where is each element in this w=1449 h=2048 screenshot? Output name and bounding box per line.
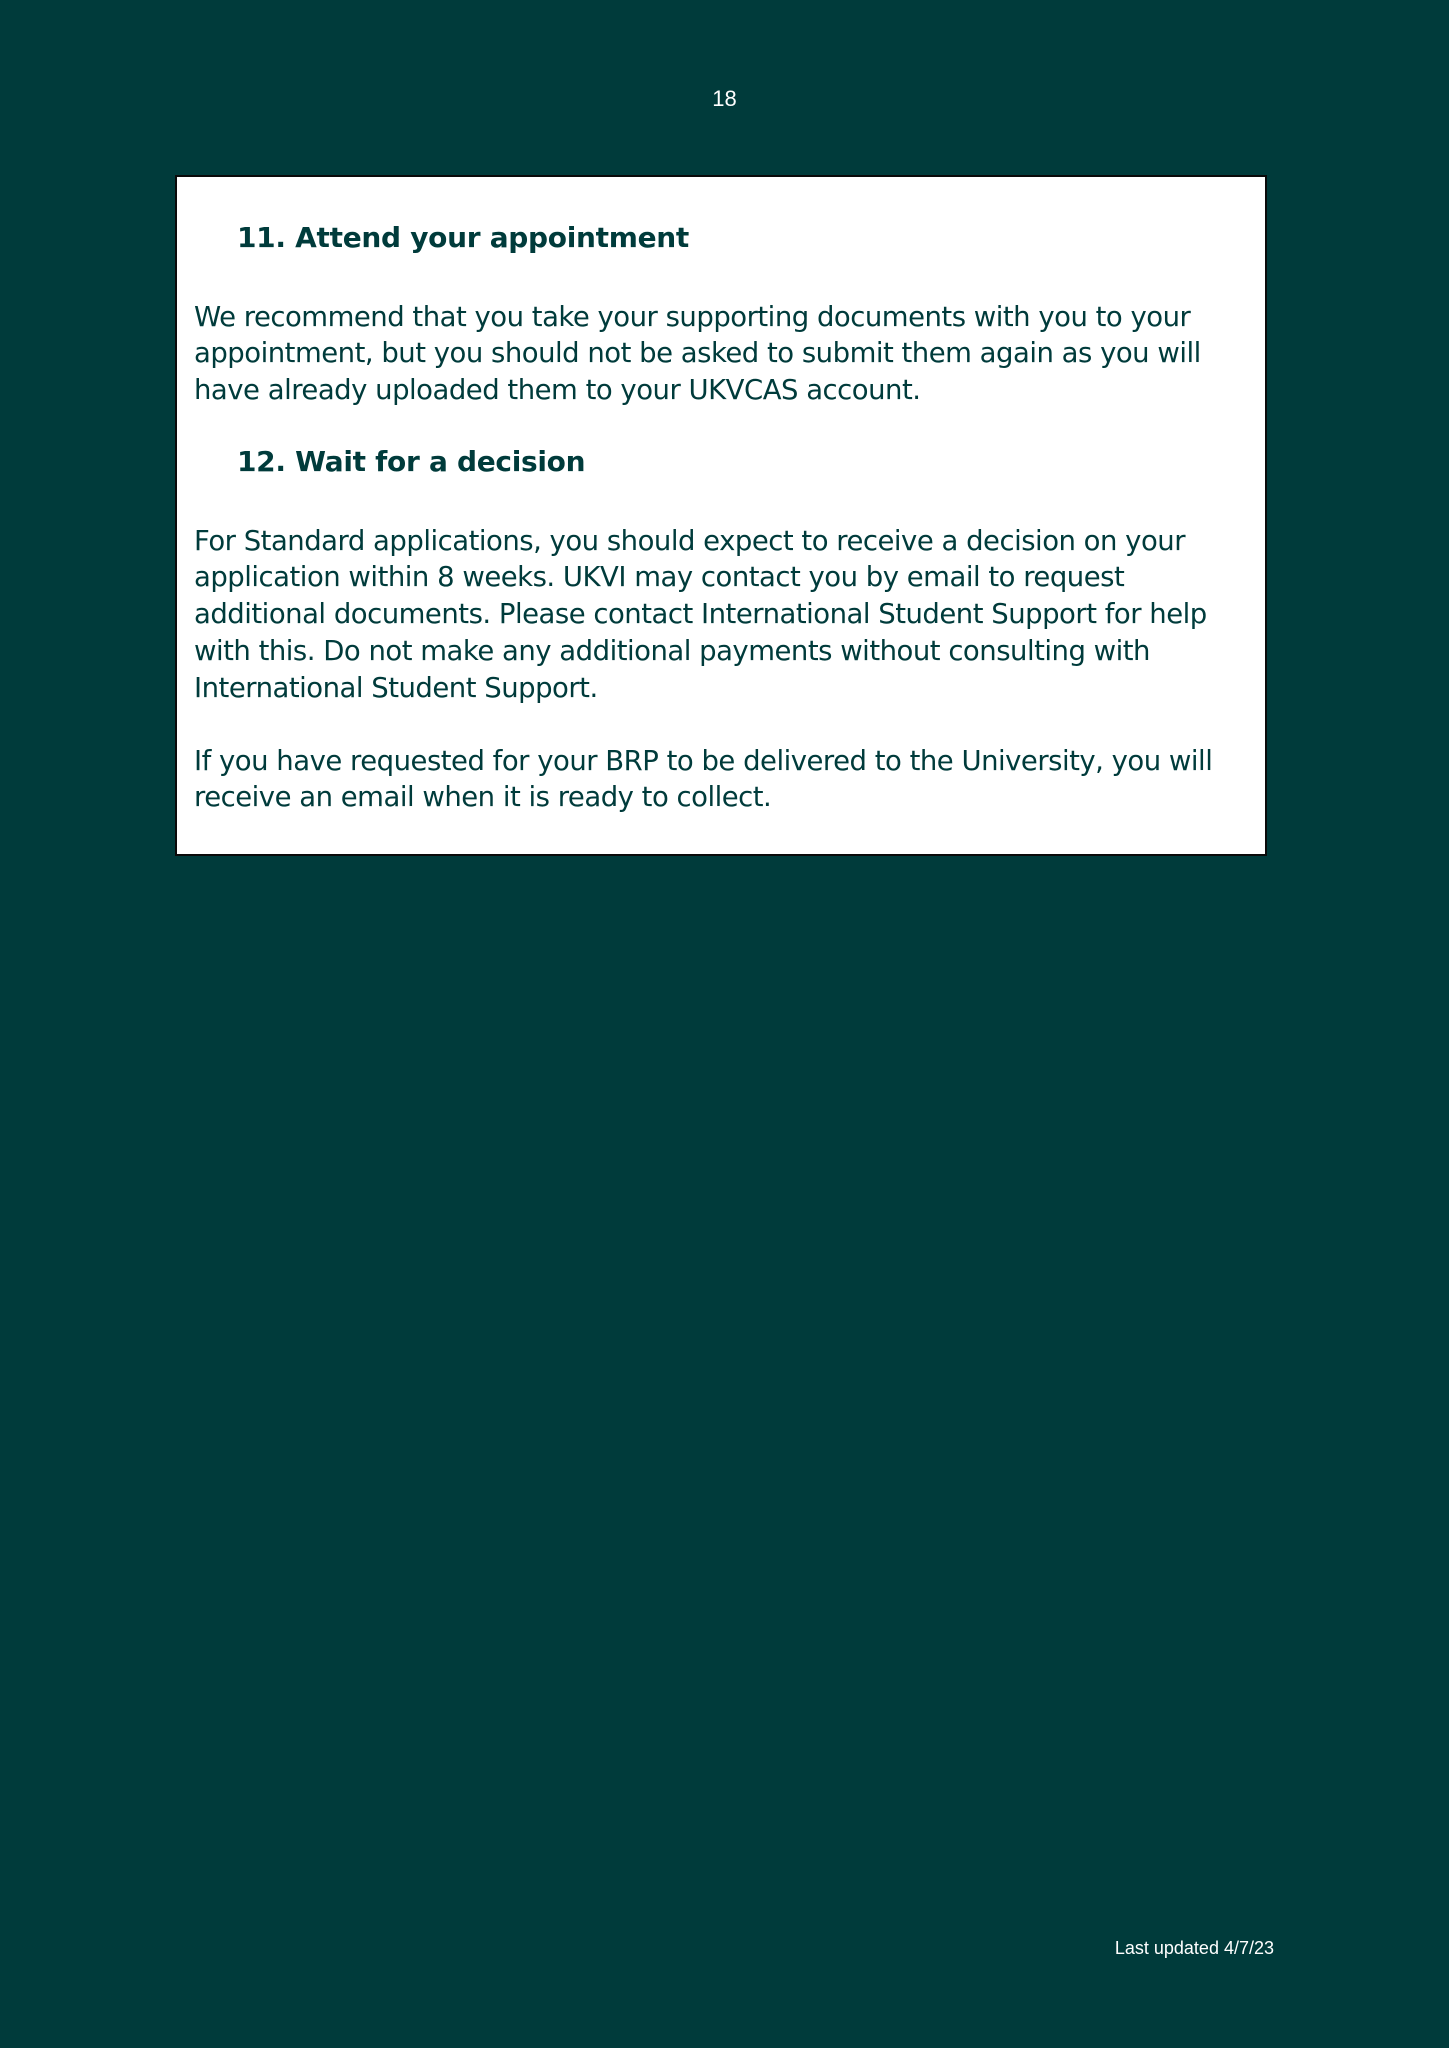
section-title: Wait for a decision [295, 444, 586, 478]
section-number: 12. [237, 444, 286, 478]
paragraph-brp-delivery: If you have requested for your BRP to be delivered to the University, you will receive an email when it is ready to collect. [194, 744, 1213, 814]
page-number: 18 [712, 86, 737, 111]
section-title: Attend your appointment [295, 221, 690, 254]
last-updated-label: Last updated 4/7/23 [1114, 1938, 1274, 1958]
paragraph-supporting-documents: We recommend that you take your supporting documents with you to your appointment, but you should not be asked to submit them again as you will have already uploaded them to your UKVCAS account. [194, 300, 1201, 407]
paragraph-standard-applications: For Standard applications, you should expect to receive a decision on your application within 8 weeks. UKVI may contact you by email to request additional documents. Please contact International Student Support for help with this. Do not make any additional payments without consulting with International Student Support. [194, 524, 1207, 704]
section-number: 11. [237, 221, 286, 254]
section-heading-wait-decision [237, 445, 1247, 479]
content-panel [175, 175, 1267, 856]
section-heading-attend-appointment [237, 221, 1247, 255]
